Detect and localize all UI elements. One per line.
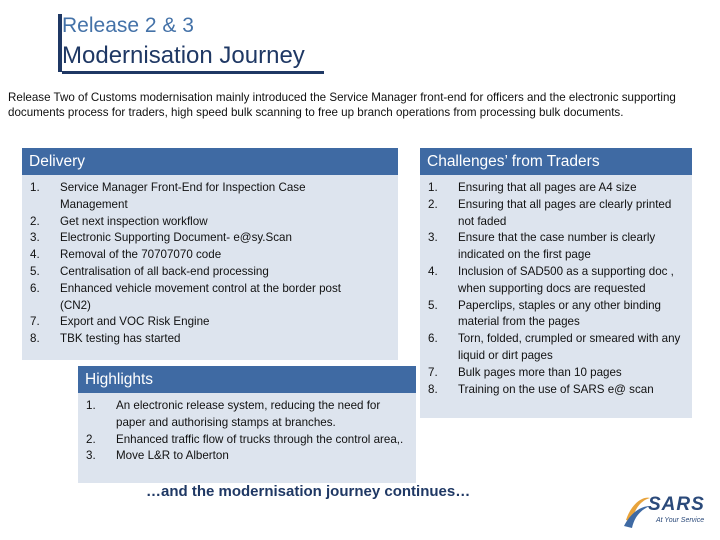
intro-paragraph: Release Two of Customs modernisation mainly introduced the Service Manager front-end for officers and the electronic supporting documents process for traders, high speed bulk scanning to free up branch operations from processing bulk documents.	[8, 91, 676, 120]
sars-logo	[622, 492, 714, 536]
slide-title-line1: Release 2 & 3	[62, 14, 194, 37]
highlights-heading	[78, 366, 416, 393]
challenges-heading	[420, 148, 692, 175]
slide-title-block	[0, 10, 720, 74]
list-item: 3. Ensure that the case number is clearly indicated on the first page	[428, 231, 656, 262]
list-item: 2. Ensuring that all pages are clearly printed not faded	[428, 197, 672, 228]
challenges-heading-text: Challenges’ from Traders	[427, 152, 600, 170]
list-item: 4. Inclusion of SAD500 as a supporting doc , when supporting docs are requested	[428, 264, 674, 295]
list-item: 3. Move L&R to Alberton	[86, 449, 229, 463]
list-item: 7. Export and VOC Risk Engine	[30, 315, 210, 329]
sars-logo-text: SARS	[648, 494, 705, 515]
list-item: 1. An electronic release system, reducing the need for paper and authorising stamps at branches.	[86, 399, 381, 429]
list-item: 3. Electronic Supporting Document- e@sy.Scan	[30, 231, 292, 245]
delivery-heading	[22, 148, 398, 175]
slide-title-line2: Modernisation Journey	[62, 42, 305, 69]
list-item: 2. Enhanced traffic flow of trucks through the control area,.	[86, 432, 404, 446]
list-item: 2. Get next inspection workflow	[30, 214, 208, 228]
list-item: 8. Training on the use of SARS e@ scan	[428, 382, 654, 396]
title-underline	[62, 71, 324, 74]
list-item: 7. Bulk pages more than 10 pages	[428, 365, 622, 379]
list-item: 1. Service Manager Front-End for Inspection Case Management	[30, 181, 306, 211]
list-item: 5. Paperclips, staples or any other binding material from the pages	[428, 298, 662, 329]
delivery-list	[30, 180, 375, 348]
sars-logo-tagline: At Your Service	[656, 517, 705, 524]
closing-statement: …and the modernisation journey continues…	[146, 483, 471, 500]
highlights-heading-text: Highlights	[85, 370, 154, 388]
challenges-list	[428, 180, 690, 398]
highlights-list	[86, 398, 412, 465]
list-item: 1. Ensuring that all pages are A4 size	[428, 181, 637, 194]
delivery-heading-text: Delivery	[29, 152, 85, 170]
list-item: 6. Enhanced vehicle movement control at the border post (CN2)	[30, 281, 341, 312]
list-item: 6. Torn, folded, crumpled or smeared with any liquid or dirt pages	[428, 332, 681, 362]
list-item: 8. TBK testing has started	[30, 332, 181, 346]
list-item: 4. Removal of the 70707070 code	[30, 248, 222, 262]
list-item: 5. Centralisation of all back-end processing	[30, 264, 269, 278]
